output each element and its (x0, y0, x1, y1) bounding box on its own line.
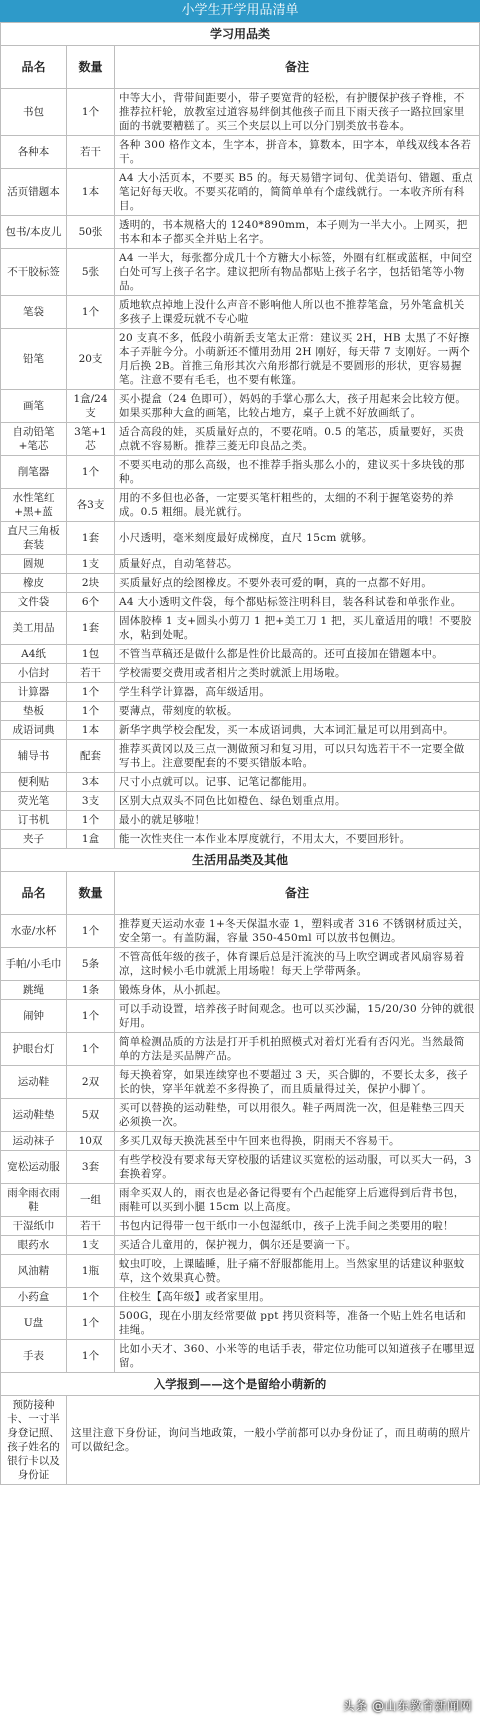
item-note: 推荐买黄冈以及三点一测做预习和复习用，可以只勾选若干不一定要全做写书上。注意要配套的不要买错版本哈。 (115, 740, 480, 773)
item-name: 画笔 (1, 390, 67, 423)
item-name: 铅笔 (1, 329, 67, 390)
item-note: 各种 300 格作文本，生字本，拼音本，算数本，田字本，单线双线本各若干。 (115, 136, 480, 169)
school-supplies-table (0, 22, 480, 1485)
item-name: 削笔器 (1, 456, 67, 489)
item-name: 辅导书 (1, 740, 67, 773)
item-quantity: 1个 (67, 1033, 115, 1066)
item-name: 荧光笔 (1, 792, 67, 811)
item-note: 多买几双每天换洗甚至中午回来也得换，阴雨天不容易干。 (115, 1132, 480, 1151)
item-note: 买可以替换的运动鞋垫，可以用很久。鞋子两周洗一次，但是鞋垫三四天必须换一次。 (115, 1099, 480, 1132)
table-row (1, 830, 480, 849)
table-row (1, 1184, 480, 1217)
item-quantity: 若干 (67, 136, 115, 169)
item-note: 适合高段的娃，买质量好点的，不要花哨。0.5 的笔芯，质量要好，买贵点就不容易断。推荐三菱无印良品之类。 (115, 423, 480, 456)
item-name: 风油精 (1, 1255, 67, 1288)
item-name: 小信封 (1, 664, 67, 683)
item-quantity: 1支 (67, 1236, 115, 1255)
item-note: 比如小天才、360、小米等的电话手表，带定位功能可以知道孩子在哪里逗留。 (115, 1340, 480, 1373)
item-note: A4 大小活页本，不要买 B5 的。每天易错字词句、优美语句、错题、重点笔记好每天收。不要买花哨的，简简单单有个虚线就行。一本收齐所有科目。 (115, 169, 480, 216)
item-quantity: 1个 (67, 915, 115, 948)
item-note: 买小提盒（24 色即可），妈妈的手掌心那么大，孩子用起来会比较方便。如果买那种大盒的画笔，比较占地方，桌子上就不好放画纸了。 (115, 390, 480, 423)
table-row (1, 1066, 480, 1099)
item-quantity: 3支 (67, 792, 115, 811)
table-row (1, 1099, 480, 1132)
item-name: 小药盒 (1, 1288, 67, 1307)
item-note: 透明的，书本规格大的 1240*890mm，本子则为一半大小。上网买，把书本和本子都买全并贴上名字。 (115, 216, 480, 249)
item-note: 书包内记得带一包干纸巾一小包湿纸巾，孩子上洗手间之类要用的啦！ (115, 1217, 480, 1236)
item-quantity: 2块 (67, 574, 115, 593)
item-name: A4纸 (1, 645, 67, 664)
item-quantity: 5条 (67, 948, 115, 981)
table-row (1, 1307, 480, 1340)
item-note: 有些学校没有要求每天穿校服的话建议买宽松的运动服，可以买大一码，3 套换着穿。 (115, 1151, 480, 1184)
item-name: 书包 (1, 89, 67, 136)
item-quantity: 3本 (67, 773, 115, 792)
table-row (1, 1217, 480, 1236)
section-heading: 入学报到——这个是留给小萌新的 (1, 1373, 480, 1396)
table-row (1, 721, 480, 740)
item-note: 雨伞买双人的，雨衣也是必备记得要有个凸起能穿上后遮得到后背书包，雨鞋可以买到小腿 15cm 以上高度。 (115, 1184, 480, 1217)
item-note: 500G，现在小朋友经常要做 ppt 拷贝资料等，准备一个贴上姓名电话和挂绳。 (115, 1307, 480, 1340)
item-note: 锻炼身体，从小抓起。 (115, 981, 480, 1000)
item-note: 区别大点双头不同色比如橙色、绿色划重点用。 (115, 792, 480, 811)
list-title: 小学生开学用品清单 (0, 0, 480, 22)
item-name: 不干胶标签 (1, 249, 67, 296)
item-name: 水性笔红+黑+蓝 (1, 489, 67, 522)
table-row (1, 1000, 480, 1033)
item-name: 垫板 (1, 702, 67, 721)
item-name: 跳绳 (1, 981, 67, 1000)
watermark: 头条 @山东教育新闻网 (342, 1699, 472, 1713)
item-name: 干湿纸巾 (1, 1217, 67, 1236)
item-name: 手帕/小毛巾 (1, 948, 67, 981)
table-row (1, 522, 480, 555)
item-name: 运动袜子 (1, 1132, 67, 1151)
item-name: 宽松运动服 (1, 1151, 67, 1184)
item-quantity: 1个 (67, 296, 115, 329)
item-note: 学生科学计算器，高年级适用。 (115, 683, 480, 702)
table-row (1, 915, 480, 948)
item-note: 中等大小，背带间距要小，带子要宽背的轻松，有护腰保护孩子脊椎，不推荐拉杆轮，放教室过道容易绊倒其他孩子而且下雨天孩子一路拉回家里面的书就要糟糕了。买三个夹层以上可以分门别类放书卷本。 (115, 89, 480, 136)
item-quantity: 1个 (67, 1000, 115, 1033)
item-quantity: 6个 (67, 593, 115, 612)
item-quantity: 10双 (67, 1132, 115, 1151)
item-name: 成语词典 (1, 721, 67, 740)
item-note: 能一次性夹住一本作业本厚度就行，不用太大，不要回形针。 (115, 830, 480, 849)
column-header: 备注 (115, 46, 480, 89)
item-note: 可以手动设置，培养孩子时间观念。也可以买沙漏，15/20/30 分钟的就很好用。 (115, 1000, 480, 1033)
column-header-row (1, 872, 480, 915)
item-name: 运动鞋垫 (1, 1099, 67, 1132)
item-quantity: 5张 (67, 249, 115, 296)
table-row (1, 574, 480, 593)
item-quantity: 1个 (67, 811, 115, 830)
item-name: 眼药水 (1, 1236, 67, 1255)
table-row (1, 948, 480, 981)
item-quantity: 配套 (67, 740, 115, 773)
item-note: 新华字典学校会配发，买一本成语词典，大本词汇量足可以用到高中。 (115, 721, 480, 740)
item-note: 推荐夏天运动水壶 1+冬天保温水壶 1，塑料或者 316 不锈钢材质过关，安全第一。有盖防漏，容量 350-450ml 可以放书包侧边。 (115, 915, 480, 948)
table-row (1, 89, 480, 136)
item-name: 圆规 (1, 555, 67, 574)
table-row (1, 249, 480, 296)
table-row (1, 593, 480, 612)
item-quantity: 2双 (67, 1066, 115, 1099)
item-note: 不管当草稿还是做什么都是性价比最高的。还可直接加在错题本中。 (115, 645, 480, 664)
table-row (1, 1236, 480, 1255)
item-note: 质量好点，自动笔替芯。 (115, 555, 480, 574)
item-quantity: 1套 (67, 612, 115, 645)
item-note: 住校生【高年级】或者家里用。 (115, 1288, 480, 1307)
column-header: 品名 (1, 46, 67, 89)
item-name: 护眼台灯 (1, 1033, 67, 1066)
item-quantity: 1盒 (67, 830, 115, 849)
column-header-row (1, 46, 480, 89)
table-row (1, 811, 480, 830)
item-name: U盘 (1, 1307, 67, 1340)
item-name: 笔袋 (1, 296, 67, 329)
item-quantity: 1本 (67, 169, 115, 216)
table-row (1, 216, 480, 249)
item-name: 各种本 (1, 136, 67, 169)
item-note: 小尺透明，毫米刻度最好成梯度，直尺 15cm 就够。 (115, 522, 480, 555)
item-note: 质地软点掉地上没什么声音不影响他人所以也不推荐笔盒，另外笔盒机关多孩子上课爱玩就不专心啦 (115, 296, 480, 329)
item-name: 预防接种卡、一寸半身登记照、孩子姓名的银行卡以及身份证 (1, 1396, 67, 1485)
item-note: 学校需要交费用或者相片之类时就派上用场啦。 (115, 664, 480, 683)
table-row (1, 1151, 480, 1184)
table-row (1, 664, 480, 683)
item-note: 不管高低年级的孩子，体育课后总是汗流浃的马上吹空调或者风扇容易着凉，这时候小毛巾就派上用场啦！每天上学带两条。 (115, 948, 480, 981)
item-quantity: 若干 (67, 1217, 115, 1236)
table-row (1, 1132, 480, 1151)
item-quantity: 1本 (67, 721, 115, 740)
item-name: 活页错题本 (1, 169, 67, 216)
table-row (1, 773, 480, 792)
item-note: 简单检测品质的方法是打开手机拍照模式对着灯光看有否闪光。当然最简单的方法是买品牌产品。 (115, 1033, 480, 1066)
item-note: 要薄点，带刻度的软板。 (115, 702, 480, 721)
item-quantity: 1个 (67, 683, 115, 702)
table-row (1, 1255, 480, 1288)
table-row (1, 1033, 480, 1066)
item-quantity: 1盒/24支 (67, 390, 115, 423)
item-name: 夹子 (1, 830, 67, 849)
table-row (1, 136, 480, 169)
item-quantity: 1支 (67, 555, 115, 574)
item-note: A4 一半大，每张都分成几十个方糖大小标签，外圈有红框或蓝框，中间空白处可写上孩子名字。建议把所有物品都贴上孩子名字，包括铅笔等小物品。 (115, 249, 480, 296)
item-name: 运动鞋 (1, 1066, 67, 1099)
table-row (1, 390, 480, 423)
table-row (1, 555, 480, 574)
item-quantity: 3套 (67, 1151, 115, 1184)
item-name: 文件袋 (1, 593, 67, 612)
table-row (1, 645, 480, 664)
table-row (1, 456, 480, 489)
item-note: 每天换着穿，如果连续穿也不要超过 3 天，买合脚的，不要长太多，孩子长的快，穿半年就差不多得换了，而且质量得过关，保护小脚丫。 (115, 1066, 480, 1099)
item-quantity: 1个 (67, 1340, 115, 1373)
table-row (1, 423, 480, 456)
item-quantity: 1个 (67, 702, 115, 721)
item-name: 直尺三角板套装 (1, 522, 67, 555)
item-name: 订书机 (1, 811, 67, 830)
item-note: 买适合儿童用的，保护视力，偶尔还是要滴一下。 (115, 1236, 480, 1255)
section-heading: 学习用品类 (1, 23, 480, 46)
item-name: 计算器 (1, 683, 67, 702)
item-quantity: 1条 (67, 981, 115, 1000)
item-note: 20 支真不多，低段小萌新丢支笔太正常：建议买 2H，HB 太黑了不好擦本子弄脏今分。小萌新还不懂用劲用 2H 刚好，每天带 7 支刚好。一两个月后换 2B。首推三角形其次六角形都行就是不要圆形的形状，更容易握笔。注意不要有毛毛，也不要有帐篷。 (115, 329, 480, 390)
table-row (1, 981, 480, 1000)
item-quantity: 1个 (67, 1288, 115, 1307)
item-note: 尺寸小点就可以。记事、记笔记都能用。 (115, 773, 480, 792)
item-quantity: 一组 (67, 1184, 115, 1217)
item-note: 用的不多但也必备，一定要买笔杆粗些的，太细的不利于握笔姿势的养成。0.5 粗细。晨光就行。 (115, 489, 480, 522)
item-note: 不要买电动的那么高级，也不推荐手指头那么小的，建议买十多块钱的那种。 (115, 456, 480, 489)
item-quantity: 1个 (67, 456, 115, 489)
column-header: 备注 (115, 872, 480, 915)
item-quantity: 50张 (67, 216, 115, 249)
item-note: A4 大小透明文件袋，每个都贴标签注明科目，装各科试卷和单张作业。 (115, 593, 480, 612)
item-quantity: 5双 (67, 1099, 115, 1132)
item-name: 便利贴 (1, 773, 67, 792)
table-row (1, 1288, 480, 1307)
table-row (1, 612, 480, 645)
table-row (1, 740, 480, 773)
table-row (1, 169, 480, 216)
item-note: 最小的就足够啦！ (115, 811, 480, 830)
item-quantity: 3笔+1芯 (67, 423, 115, 456)
item-quantity: 各3支 (67, 489, 115, 522)
item-note: 固体胶棒 1 支+圆头小剪刀 1 把+美工刀 1 把，买儿童适用的哦！不要胶水，粘到处呢。 (115, 612, 480, 645)
item-name: 包书/本皮儿 (1, 216, 67, 249)
column-header: 数量 (67, 872, 115, 915)
item-quantity: 1瓶 (67, 1255, 115, 1288)
column-header: 数量 (67, 46, 115, 89)
item-name: 橡皮 (1, 574, 67, 593)
item-note: 蚊虫叮咬，上课瞌睡，肚子痛不舒服都能用上。当然家里的话建议种驱蚊草，这个效果真心赞。 (115, 1255, 480, 1288)
item-quantity: 1个 (67, 1307, 115, 1340)
item-name: 美工用品 (1, 612, 67, 645)
table-row (1, 1340, 480, 1373)
item-name: 雨伞雨衣雨鞋 (1, 1184, 67, 1217)
item-quantity: 1套 (67, 522, 115, 555)
table-row (1, 329, 480, 390)
table-row (1, 702, 480, 721)
section-heading: 生活用品类及其他 (1, 849, 480, 872)
table-row (1, 296, 480, 329)
table-row (1, 683, 480, 702)
item-name: 水壶/水杯 (1, 915, 67, 948)
table-row (1, 792, 480, 811)
table-row (1, 489, 480, 522)
item-note: 这里注意下身份证，询问当地政策，一般小学前都可以办身份证了，而且萌萌的照片可以做纪念。 (67, 1396, 480, 1485)
item-quantity: 20支 (67, 329, 115, 390)
item-name: 自动铅笔+笔芯 (1, 423, 67, 456)
item-note: 买质量好点的绘图橡皮。不要外表可爱的啊，真的一点都不好用。 (115, 574, 480, 593)
item-quantity: 1包 (67, 645, 115, 664)
item-quantity: 1个 (67, 89, 115, 136)
table-row (1, 1396, 480, 1485)
column-header: 品名 (1, 872, 67, 915)
item-name: 闹钟 (1, 1000, 67, 1033)
item-name: 手表 (1, 1340, 67, 1373)
item-quantity: 若干 (67, 664, 115, 683)
